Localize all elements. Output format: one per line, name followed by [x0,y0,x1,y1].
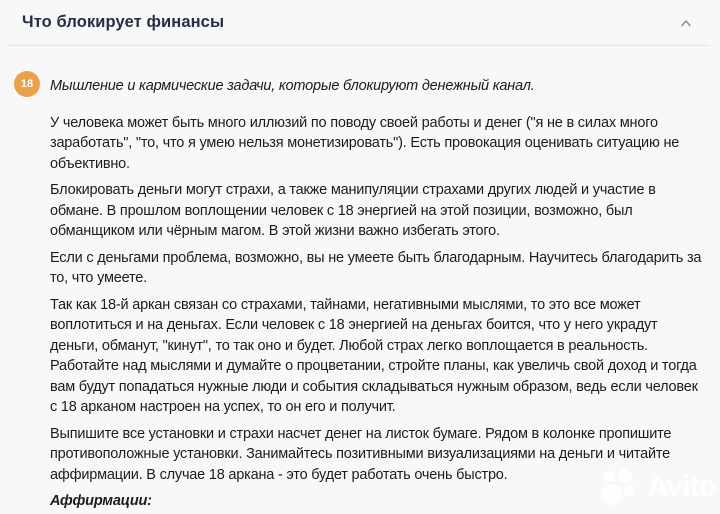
body-paragraph: Если с деньгами проблема, возможно, вы не умеете быть благодарным. Научитесь благодарить за то, что умеете. [50,249,702,286]
accordion-header[interactable] [0,0,720,45]
body-paragraph: Выпишите все установки и страхи насчет денег на листок бумаге. Рядом в колонке пропишите противоположные установки. Занимайтесь позитивными визуализациями на деньги и читайте аффирмации. В случае 18 аркана - это будет работать очень быстро. [50,425,672,483]
body-paragraph: Так как 18-й аркан связан со страхами, тайнами, негативными мыслями, то это все может воплотиться и на деньгах. Если человек с 18 энергией на деньгах боится, что у него украдут деньги, обманут, "кинут", то так оно и будет. Любой страх легко воплощается в реальность. Работайте над мыслями и думайте о процветании, стройте планы, как увеличь свой доход и тогда вам будут попадаться нужные люди и события складываться нужным образом, ведь если человек с 18 арканом настроен на успех, то он его и получит. [50,296,698,415]
body-paragraphs [50,113,706,486]
lead-row [20,76,706,97]
body-paragraph: Блокировать деньги могут страхи, а также манипуляции страхами других людей и участие в обмане. В прошлом воплощении человек с 18 энергией на этой позиции, возможно, был обманщиком или чёрным магом. В этой жизни важно избегать этого. [50,182,656,239]
section-title: Что блокирует финансы [22,13,225,31]
section-content [0,46,720,512]
arcana-number-badge: 18 [14,71,40,97]
body-paragraph: У человека может быть много иллюзий по поводу своей работы и денег ("я не в силах много заработать", "то, что я умею нельзя монетизировать"). Есть провокация оценивать ситуацию не объективно. [50,114,680,172]
lead-text: Мышление и кармические задачи, которые блокируют денежный канал. [50,78,535,94]
chevron-up-icon[interactable] [678,15,694,31]
affirmations-label: Аффирмации: [50,493,152,509]
avito-wordmark: Avito [647,470,716,503]
